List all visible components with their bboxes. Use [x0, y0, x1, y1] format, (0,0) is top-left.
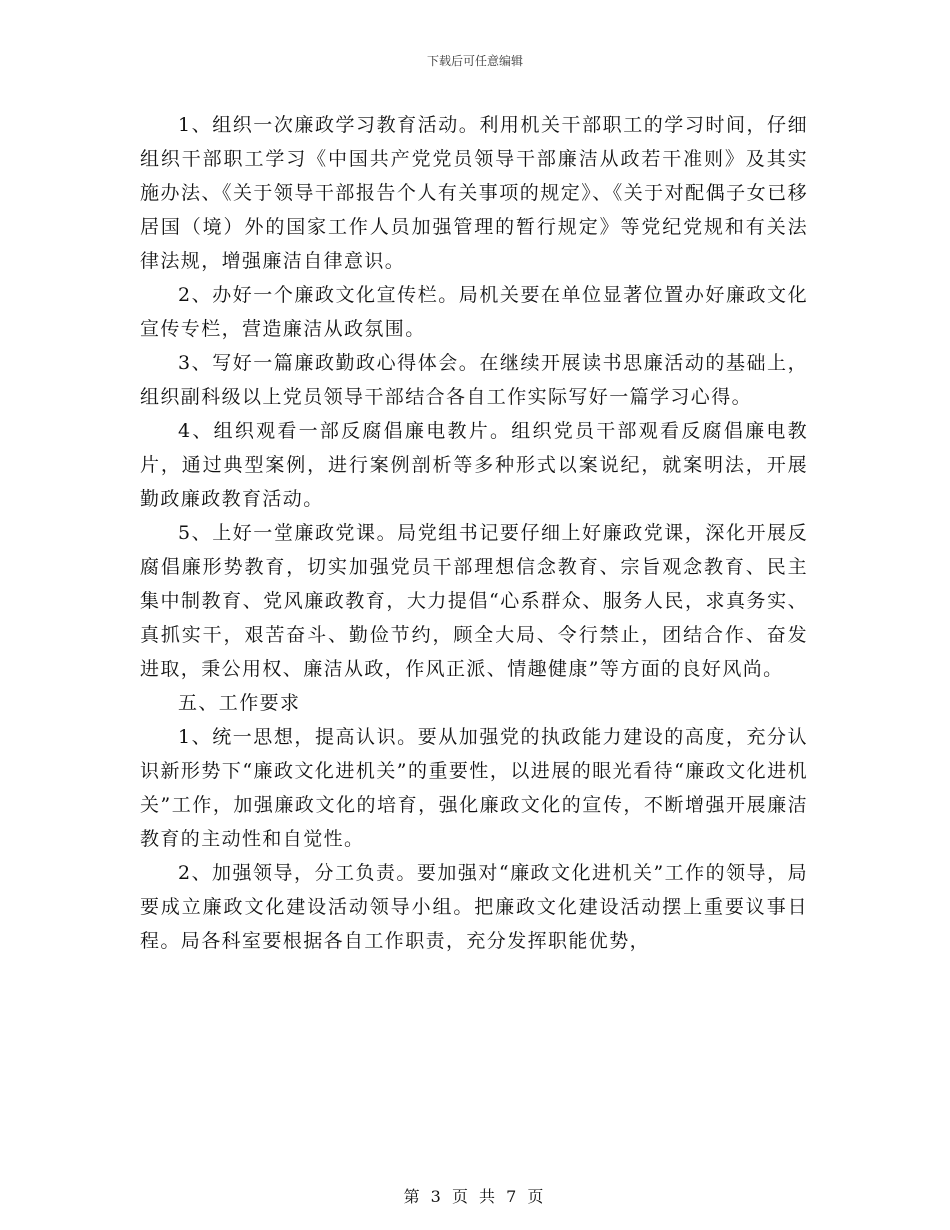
page-number: 第 3 页 共 7 页 — [403, 1187, 547, 1206]
document-body — [140, 108, 808, 958]
paragraph-item-2: 2、办好一个廉政文化宣传栏。局机关要在单位显著位置办好廉政文化宣传专栏，营造廉洁从政氛围。 — [140, 284, 808, 340]
paragraph-item-5: 5、上好一堂廉政党课。局党组书记要仔细上好廉政党课，深化开展反腐倡廉形势教育，切实加强党员干部理想信念教育、宗旨观念教育、民主集中制教育、党风廉政教育，大力提倡“心系群众、服务人民，求真务实、真抓实干，艰苦奋斗、勤俭节约，顾全大局、令行禁止，团结合作、奋发进取，秉公用权、廉洁从政，作风正派、情趣健康”等方面的良好风尚。 — [140, 522, 808, 680]
paragraph-item-1: 1、组织一次廉政学习教育活动。利用机关干部职工的学习时间，仔细组织干部职工学习《中国共产党党员领导干部廉洁从政若干准则》及其实施办法、《关于领导干部报告个人有关事项的规定》、《关于对配偶子女已移居国（境）外的国家工作人员加强管理的暂行规定》等党纪党规和有关法律法规，增强廉洁自律意识。 — [140, 114, 808, 272]
paragraph-item-3: 3、写好一篇廉政勤政心得体会。在继续开展读书思廉活动的基础上，组织副科级以上党员领导干部结合各自工作实际写好一篇学习心得。 — [140, 352, 808, 408]
requirement-item-2: 2、加强领导，分工负责。要加强对“廉政文化进机关”工作的领导，局要成立廉政文化建设活动领导小组。把廉政文化建设活动摆上重要议事日程。局各科室要根据各自工作职责，充分发挥职能优势， — [140, 862, 808, 952]
requirement-item-1: 1、统一思想，提高认识。要从加强党的执政能力建设的高度，充分认识新形势下“廉政文化进机关”的重要性，以进展的眼光看待“廉政文化进机关”工作，加强廉政文化的培育，强化廉政文化的宣传，不断增强开展廉洁教育的主动性和自觉性。 — [140, 726, 808, 850]
section-heading: 五、工作要求 — [178, 692, 301, 714]
paragraph-item-4: 4、组织观看一部反腐倡廉电教片。组织党员干部观看反腐倡廉电教片，通过典型案例，进行案例剖析等多种形式以案说纪，就案明法，开展勤政廉政教育活动。 — [140, 420, 808, 510]
page-header: 下载后可任意编辑 — [426, 54, 523, 68]
